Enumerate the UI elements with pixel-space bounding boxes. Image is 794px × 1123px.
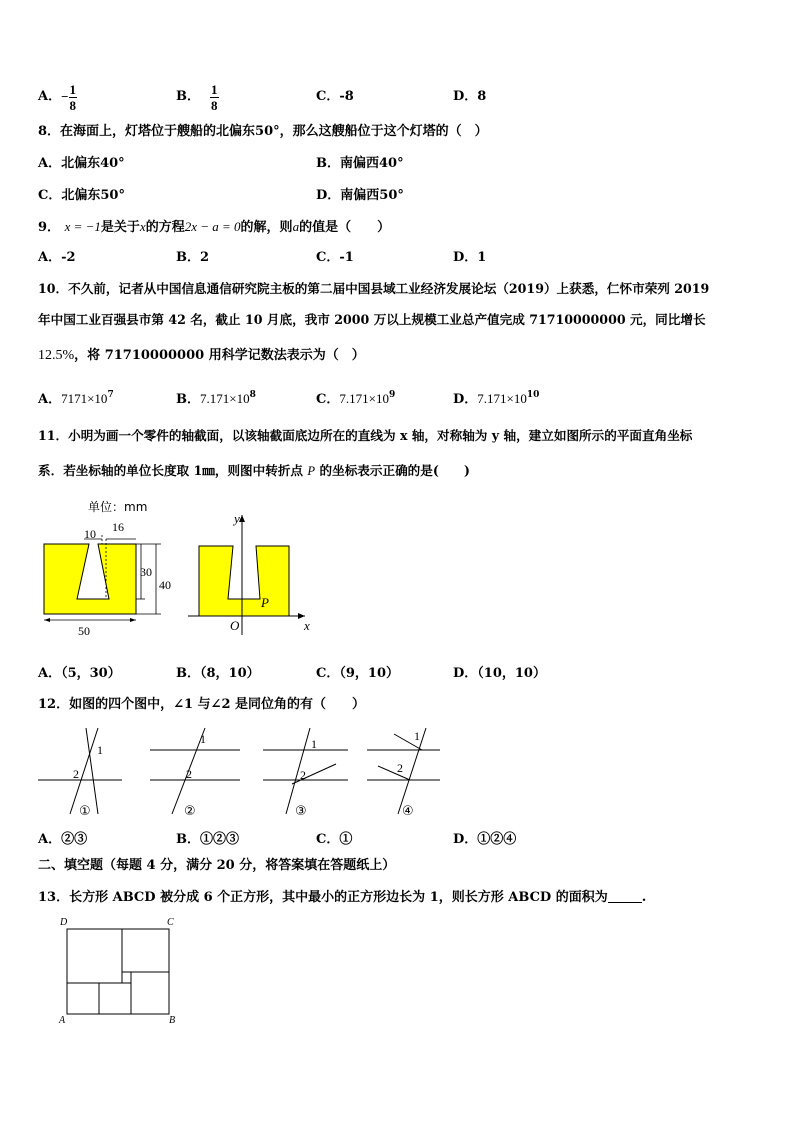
q12-figure-1 (38, 728, 122, 819)
q10-option-b: B．$7.171\times 10^8$ (176, 390, 256, 407)
q9-option-c: C．-1 (316, 250, 354, 265)
q11-line-2: 系．若坐标轴的单位长度取 1㎜，则图中转折点 P 的坐标表示正确的是( ) (38, 463, 470, 478)
fraction-neg-one-eighth: $\frac{1}{8}$ (69, 81, 77, 113)
q8-option-b: B．南偏西40° (316, 156, 404, 171)
q13-vertex-a: A (59, 1015, 66, 1026)
q7-option-d: D．8 (453, 89, 487, 104)
q11-fig-label-10: 10 (84, 527, 96, 541)
q9-option-a: A．-2 (38, 250, 76, 265)
q11-fig-origin-label: O (230, 618, 240, 633)
q11-right-part-shape (199, 546, 289, 616)
q8-option-a: A．北偏东40° (38, 156, 125, 171)
q8-option-d: D．南偏西50° (316, 188, 404, 203)
q12-f1-slant-line (86, 728, 98, 814)
q9-option-d: D．1 (453, 250, 487, 265)
q11-option-d: D．（10，10） (453, 666, 546, 681)
q12-f3-angle-2: 2 (300, 768, 306, 782)
q11-arrow-left (44, 618, 50, 622)
q11-fig-x-label: x (304, 618, 310, 633)
q12-figure-2 (150, 728, 240, 819)
q12-caption-2: ② (184, 804, 196, 819)
q11-fig-label-40: 40 (159, 578, 171, 592)
q12-figure-4 (367, 728, 440, 819)
q11-arrow-right (130, 618, 136, 622)
q11-fig-y-label: y (234, 511, 240, 526)
q11-left-part-shape (44, 544, 136, 614)
q11-line-1: 11．小明为画一个零件的轴截面，以该轴截面底边所在的直线为 x 轴，对称轴为 y 轴，建立如图所示的平面直角坐标 (38, 428, 693, 443)
q12-f4-angle-1: 1 (414, 729, 420, 743)
q12-f2-angle-1: 1 (200, 732, 206, 746)
q11-option-a: A．（5，30） (38, 666, 121, 681)
fraction-one-eighth: $\frac{1}{8}$ (211, 81, 218, 113)
q12-figure-3 (263, 728, 348, 819)
q13-answer-blank (608, 890, 642, 903)
q12-f1-angle-2: 2 (73, 767, 79, 781)
q12-f3-angle-1: 1 (311, 737, 317, 751)
q7-option-b: B． $\frac{1}{8}$ (176, 81, 218, 113)
q11-fig-point-p-label: P (261, 595, 269, 610)
q10-line-3: 12.5%，将 71710000000 用科学记数法表示为（ ） (38, 348, 365, 363)
q11-fig-unit-label: 单位：mm (88, 500, 148, 514)
q12-caption-4: ④ (402, 804, 414, 819)
q8-stem: 8．在海面上，灯塔位于艘船的北偏东50°，那么这艘船位于这个灯塔的（ ） (38, 124, 488, 139)
q13-stem: 13．长方形 ABCD 被分成 6 个正方形，其中最小的正方形边长为 1，则长方形 ABCD 的面积为 . (38, 890, 647, 905)
q12-option-a: A．②③ (38, 832, 88, 847)
q12-f4-slant-bottom (378, 766, 410, 780)
q12-option-b: B．①②③ (176, 832, 239, 847)
section-2-heading: 二、填空题（每题 4 分，满分 20 分，将答案填在答题纸上） (38, 858, 396, 873)
q13-vertex-c: C (167, 917, 174, 928)
q10-option-d: D．$7.171\times 10^{10}$ (453, 390, 540, 407)
q12-figures (30, 722, 450, 822)
q12-f2-angle-2: 2 (186, 767, 192, 781)
q10-line-1: 10．不久前，记者从中国信息通信研究院主板的第二届中国县域工业经济发展论坛（2019）上获悉，仁怀市荣列 2019 (38, 281, 710, 296)
q12-option-d: D．①②④ (453, 832, 517, 847)
q9-option-b: B．2 (176, 250, 210, 265)
q11-fig-label-16: 16 (112, 520, 124, 534)
q7-option-a: A． − $\frac{1}{8}$ (38, 81, 77, 113)
q12-f1-angle-1: 1 (97, 743, 103, 757)
q13-vertex-d: D (60, 917, 68, 928)
q11-fig-label-50: 50 (78, 624, 90, 638)
q9-stem: 9． x = −1是关于x的方程2x − a = 0的解，则a的值是（ ） (38, 219, 391, 235)
q12-caption-3: ③ (295, 804, 307, 819)
q12-option-c: C．① (316, 832, 353, 847)
q11-option-b: B．（8，10） (176, 666, 260, 681)
q10-option-a: A．$7171\times 10^7$ (38, 390, 114, 407)
q13-vertex-b: B (169, 1015, 176, 1026)
q11-y-axis-arrow (239, 515, 245, 522)
q12-f3-transversal (286, 728, 310, 814)
q13-figure (55, 912, 185, 1028)
q10-line-2: 年中国工业百强县市第 42 名，截止 10 月底，我市 2000 万以上规模工业总产值完成 71710000000 元，同比增长 (38, 312, 706, 327)
q12-f4-angle-2: 2 (397, 761, 403, 775)
q11-fig-label-30: 30 (140, 565, 152, 579)
q12-caption-1: ① (79, 804, 91, 819)
q11-option-c: C．（9，10） (316, 666, 399, 681)
q10-option-c: C．$7.171\times 10^9$ (316, 390, 396, 407)
q12-stem: 12．如图的四个图中，∠1 与∠2 是同位角的有（ ） (38, 697, 366, 712)
q11-figure (30, 495, 330, 645)
q8-option-c: C．北偏东50° (38, 188, 125, 203)
q7-option-c: C．-8 (316, 89, 354, 104)
